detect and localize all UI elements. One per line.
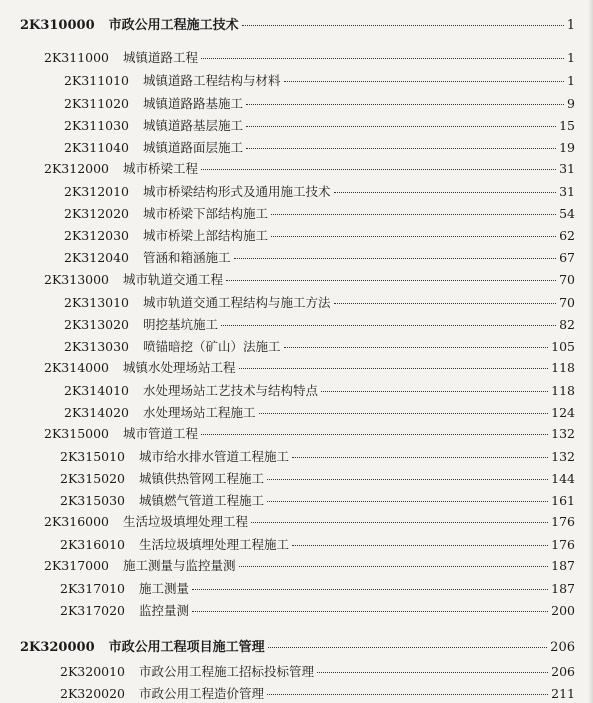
toc-chapter-2k316000 (44, 512, 575, 530)
toc-section-2k311040 (64, 138, 575, 156)
entry-code: 2K316000 (44, 514, 110, 529)
toc-section-2k311020 (64, 94, 575, 112)
dot-leader (201, 434, 548, 435)
entry-code: 2K320000 (20, 640, 95, 655)
entry-page: 1 (567, 73, 575, 88)
dot-leader (226, 280, 556, 281)
entry-title: 城镇道路基层施工 (143, 118, 244, 133)
entry-code: 2K320010 (60, 664, 126, 679)
dot-leader (267, 479, 548, 480)
entry-title: 市政公用工程施工招标投标管理 (139, 664, 315, 679)
dot-leader (242, 25, 564, 26)
entry-page: 9 (567, 96, 575, 111)
toc-section-2k315020 (60, 469, 575, 487)
dot-leader (246, 148, 556, 149)
dot-leader (259, 413, 549, 414)
dot-leader (192, 589, 548, 590)
entry-title: 生活垃圾填埋处理工程施工 (139, 537, 290, 552)
entry-title: 城市桥梁下部结构施工 (143, 206, 269, 221)
entry-page: 118 (551, 360, 575, 375)
entry-page: 132 (551, 426, 575, 441)
entry-code: 2K320020 (60, 686, 126, 701)
entry-page: 31 (559, 161, 575, 176)
entry-code: 2K315000 (44, 426, 110, 441)
dot-leader (271, 214, 556, 215)
toc-section-2k311030 (64, 116, 575, 134)
dot-leader (201, 169, 556, 170)
entry-code: 2K315010 (60, 449, 126, 464)
entry-title: 喷锚暗挖（矿山）法施工 (143, 339, 281, 354)
toc-section-2k312020 (64, 204, 575, 222)
entry-code: 2K312010 (64, 184, 130, 199)
toc-chapter-2k312000 (44, 159, 575, 177)
entry-code: 2K312040 (64, 250, 130, 265)
toc-section-2k312010 (64, 182, 575, 200)
dot-leader (284, 81, 565, 82)
entry-page: 176 (551, 537, 575, 552)
dot-leader (221, 325, 556, 326)
entry-page: 211 (551, 686, 575, 701)
entry-page: 1 (566, 18, 575, 33)
toc-section-2k313010 (64, 293, 575, 311)
toc-part-2k310000 (20, 14, 575, 33)
dot-leader (251, 522, 548, 523)
entry-code: 2K313020 (64, 317, 130, 332)
toc-section-2k314020 (64, 403, 575, 421)
entry-code: 2K316010 (60, 537, 126, 552)
entry-code: 2K314000 (44, 360, 110, 375)
entry-code: 2K312000 (44, 161, 110, 176)
entry-title: 城镇水处理场站工程 (123, 360, 236, 375)
entry-page: 187 (551, 558, 575, 573)
entry-code: 2K317010 (60, 581, 126, 596)
dot-leader (317, 672, 548, 673)
entry-title: 市政公用工程项目施工管理 (108, 640, 265, 655)
entry-title: 城市桥梁工程 (123, 161, 199, 176)
toc-chapter-2k317000 (44, 556, 575, 574)
entry-page: 19 (559, 140, 575, 155)
entry-code: 2K317000 (44, 558, 110, 573)
toc-chapter-2k315000 (44, 424, 575, 442)
entry-page: 132 (551, 449, 575, 464)
toc-section-2k313030 (64, 337, 575, 355)
entry-code: 2K313030 (64, 339, 130, 354)
entry-code: 2K311040 (64, 140, 130, 155)
toc-section-2k311010 (64, 71, 575, 89)
toc-section-2k317010 (60, 579, 575, 597)
dot-leader (201, 58, 564, 59)
dot-leader (292, 545, 548, 546)
entry-page: 82 (559, 317, 575, 332)
entry-title: 城市轨道交通工程结构与施工方法 (143, 295, 331, 310)
entry-page: 62 (559, 228, 575, 243)
entry-page: 67 (559, 250, 575, 265)
entry-code: 2K311010 (64, 73, 130, 88)
entry-page: 31 (559, 184, 575, 199)
dot-leader (267, 694, 548, 695)
dot-leader (271, 236, 556, 237)
dot-leader (246, 126, 556, 127)
dot-leader (239, 566, 549, 567)
entry-page: 105 (551, 339, 575, 354)
entry-title: 施工测量与监控量测 (123, 558, 236, 573)
entry-page: 144 (551, 471, 575, 486)
entry-title: 城市管道工程 (123, 426, 199, 441)
entry-title: 城镇道路工程结构与材料 (143, 73, 281, 88)
entry-code: 2K310000 (20, 18, 95, 33)
toc-chapter-2k314000 (44, 358, 575, 376)
entry-title: 市政公用工程造价管理 (139, 686, 265, 701)
dot-leader (239, 368, 549, 369)
toc-section-2k320020 (60, 684, 575, 702)
dot-leader (321, 391, 548, 392)
entry-title: 城市轨道交通工程 (123, 272, 224, 287)
entry-page: 124 (551, 405, 575, 420)
entry-title: 水处理场站工艺技术与结构特点 (143, 383, 319, 398)
entry-title: 明挖基坑施工 (143, 317, 219, 332)
entry-title: 市政公用工程施工技术 (108, 18, 239, 33)
dot-leader (192, 611, 548, 612)
entry-page: 187 (551, 581, 575, 596)
entry-code: 2K317020 (60, 603, 126, 618)
entry-title: 水处理场站工程施工 (143, 405, 256, 420)
entry-page: 206 (551, 664, 575, 679)
entry-title: 城市桥梁上部结构施工 (143, 228, 269, 243)
entry-page: 200 (551, 603, 575, 618)
toc-section-2k315030 (60, 491, 575, 509)
dot-leader (334, 303, 557, 304)
entry-page: 206 (550, 640, 575, 655)
entry-page: 176 (551, 514, 575, 529)
entry-page: 1 (567, 50, 575, 65)
dot-leader (334, 192, 557, 193)
entry-code: 2K311000 (44, 50, 110, 65)
entry-code: 2K314020 (64, 405, 130, 420)
entry-code: 2K312030 (64, 228, 130, 243)
entry-code: 2K312020 (64, 206, 130, 221)
toc-section-2k313020 (64, 315, 575, 333)
entry-code: 2K313010 (64, 295, 130, 310)
entry-page: 70 (559, 295, 575, 310)
dot-leader (284, 347, 549, 348)
entry-title: 城镇道路面层施工 (143, 140, 244, 155)
toc-part-2k320000 (20, 636, 575, 655)
entry-page: 54 (559, 206, 575, 221)
entry-code: 2K315030 (60, 493, 126, 508)
entry-title: 管涵和箱涵施工 (143, 250, 231, 265)
entry-title: 施工测量 (139, 581, 190, 596)
page-edge-shadow (588, 0, 593, 703)
entry-title: 城市给水排水管道工程施工 (139, 449, 290, 464)
entry-title: 城镇供热管网工程施工 (139, 471, 265, 486)
toc-section-2k314010 (64, 381, 575, 399)
toc-section-2k315010 (60, 447, 575, 465)
entry-page: 161 (551, 493, 575, 508)
entry-code: 2K313000 (44, 272, 110, 287)
entry-title: 城镇道路工程 (123, 50, 199, 65)
toc-section-2k312030 (64, 226, 575, 244)
entry-code: 2K311020 (64, 96, 130, 111)
toc-chapter-2k313000 (44, 270, 575, 288)
dot-leader (268, 647, 548, 648)
toc-chapter-2k311000 (44, 48, 575, 66)
entry-page: 70 (559, 272, 575, 287)
dot-leader (267, 501, 548, 502)
dot-leader (234, 258, 557, 259)
toc-section-2k317020 (60, 601, 575, 619)
entry-code: 2K311030 (64, 118, 130, 133)
entry-title: 城镇燃气管道工程施工 (139, 493, 265, 508)
entry-page: 15 (559, 118, 575, 133)
entry-title: 城镇道路路基施工 (143, 96, 244, 111)
toc-section-2k320010 (60, 662, 575, 680)
toc-section-2k312040 (64, 248, 575, 266)
entry-code: 2K315020 (60, 471, 126, 486)
entry-code: 2K314010 (64, 383, 130, 398)
entry-title: 监控量测 (139, 603, 190, 618)
entry-title: 城市桥梁结构形式及通用施工技术 (143, 184, 331, 199)
dot-leader (246, 104, 564, 105)
toc-section-2k316010 (60, 535, 575, 553)
entry-page: 118 (551, 383, 575, 398)
entry-title: 生活垃圾填埋处理工程 (123, 514, 249, 529)
dot-leader (292, 457, 548, 458)
